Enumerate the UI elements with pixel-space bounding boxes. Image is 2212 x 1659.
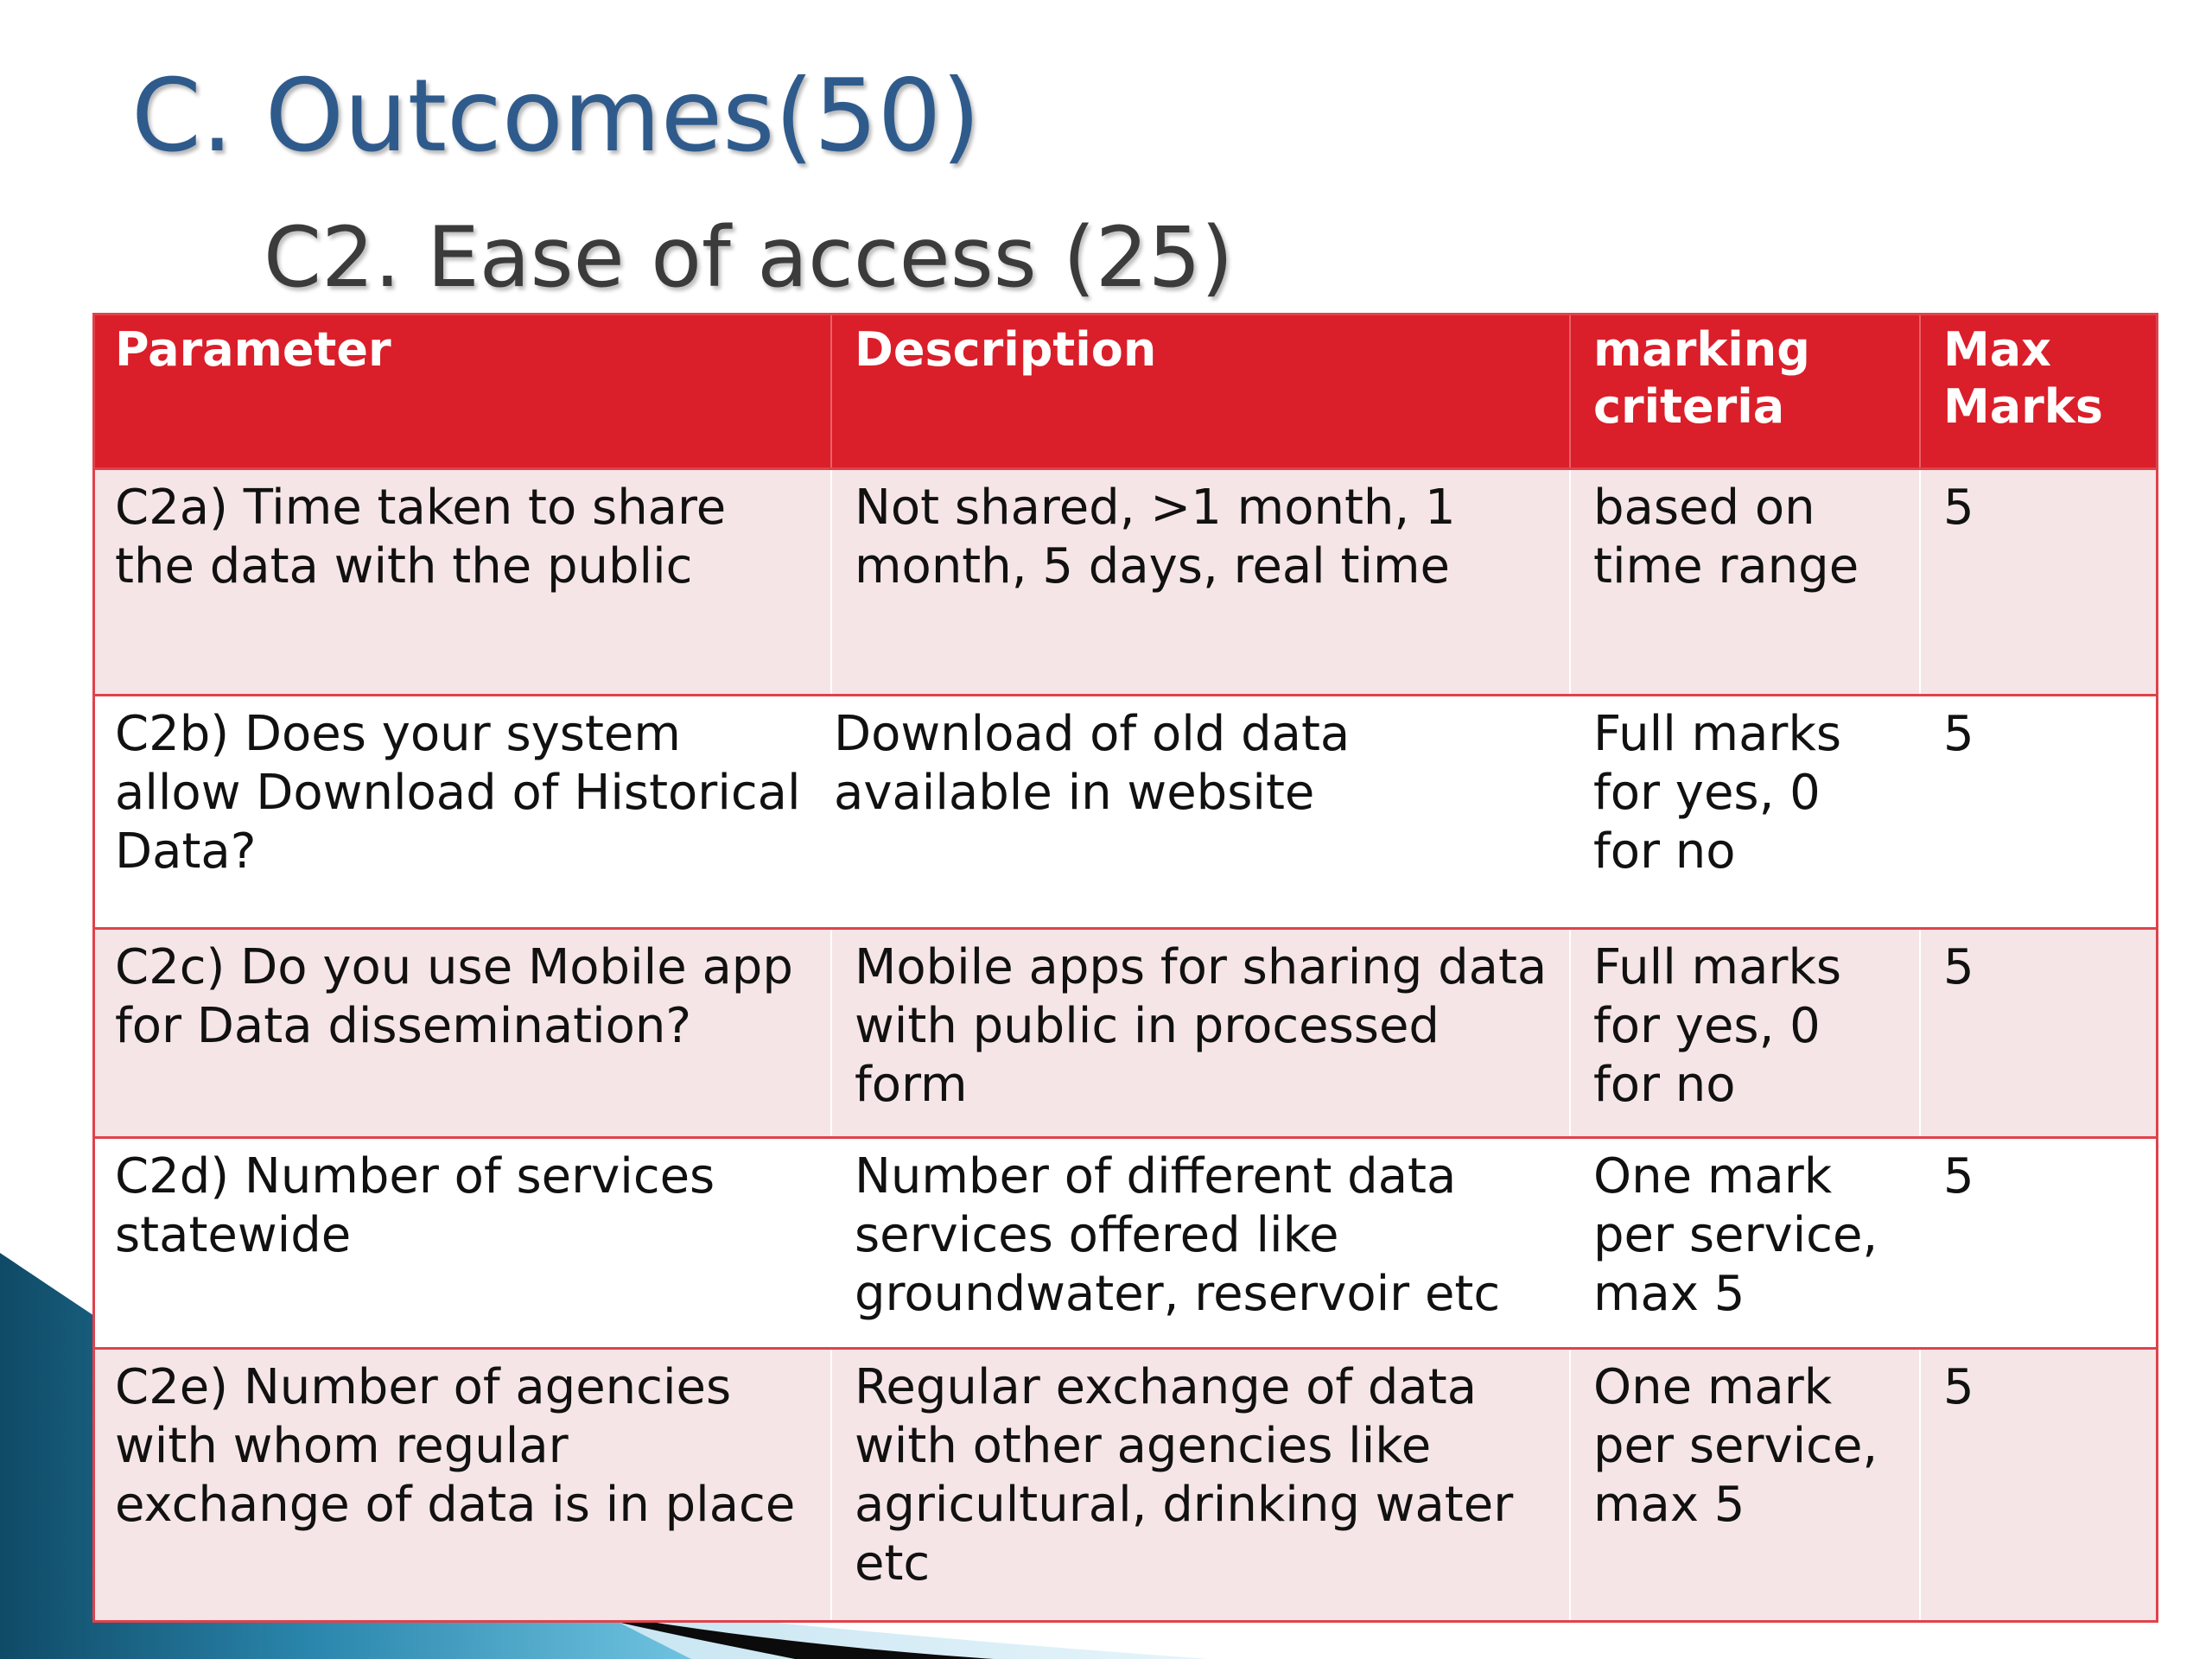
slide-title: C. Outcomes(50) bbox=[131, 58, 981, 175]
cell-criteria: Full marks for yes, 0 for no bbox=[1570, 695, 1920, 928]
criteria-table bbox=[92, 313, 2158, 1623]
slide-subtitle: C2. Ease of access (25) bbox=[264, 209, 1234, 306]
cell-parameter: C2c) Do you use Mobile app for Data dissemination? bbox=[92, 928, 831, 1137]
header-marking-criteria bbox=[1570, 313, 1920, 468]
cell-description: Mobile apps for sharing data with public in processed form bbox=[831, 928, 1570, 1137]
table-body bbox=[92, 468, 2158, 1623]
header-max-marks bbox=[1920, 313, 2158, 468]
cell-criteria: Full marks for yes, 0 for no bbox=[1570, 928, 1920, 1137]
cell-parameter: C2b) Does your system allow Download of Historical Data? bbox=[92, 695, 831, 928]
cell-parameter: C2e) Number of agencies with whom regular exchange of data is in place bbox=[92, 1348, 831, 1623]
header-marking-line2: criteria bbox=[1593, 379, 1785, 434]
header-marking-line1: marking bbox=[1593, 322, 1810, 377]
cell-max-marks: 5 bbox=[1920, 1137, 2158, 1348]
criteria-table-container bbox=[92, 313, 2158, 1623]
cell-description: Download of old data available in website bbox=[831, 695, 1570, 928]
cell-max-marks: 5 bbox=[1920, 695, 2158, 928]
cell-criteria: One mark per service, max 5 bbox=[1570, 1348, 1920, 1623]
cell-max-marks: 5 bbox=[1920, 1348, 2158, 1623]
table-row bbox=[92, 695, 2158, 928]
table-header bbox=[92, 313, 2158, 468]
table-row bbox=[92, 928, 2158, 1137]
header-max-line2: Marks bbox=[1943, 379, 2103, 434]
cell-parameter: C2a) Time taken to share the data with the public bbox=[92, 468, 831, 695]
header-parameter: Parameter bbox=[92, 313, 831, 468]
cell-description: Regular exchange of data with other agencies like agricultural, drinking water etc bbox=[831, 1348, 1570, 1623]
table-row bbox=[92, 1137, 2158, 1348]
cell-description: Not shared, >1 month, 1 month, 5 days, real time bbox=[831, 468, 1570, 695]
header-row bbox=[92, 313, 2158, 468]
cell-criteria: based on time range bbox=[1570, 468, 1920, 695]
header-max-line1: Max bbox=[1943, 322, 2052, 377]
cell-max-marks: 5 bbox=[1920, 468, 2158, 695]
cell-criteria: One mark per service, max 5 bbox=[1570, 1137, 1920, 1348]
table-row bbox=[92, 1348, 2158, 1623]
table-row bbox=[92, 468, 2158, 695]
cell-max-marks: 5 bbox=[1920, 928, 2158, 1137]
cell-description: Number of different data services offered like groundwater, reservoir etc bbox=[831, 1137, 1570, 1348]
cell-parameter: C2d) Number of services statewide bbox=[92, 1137, 831, 1348]
header-description: Description bbox=[831, 313, 1570, 468]
